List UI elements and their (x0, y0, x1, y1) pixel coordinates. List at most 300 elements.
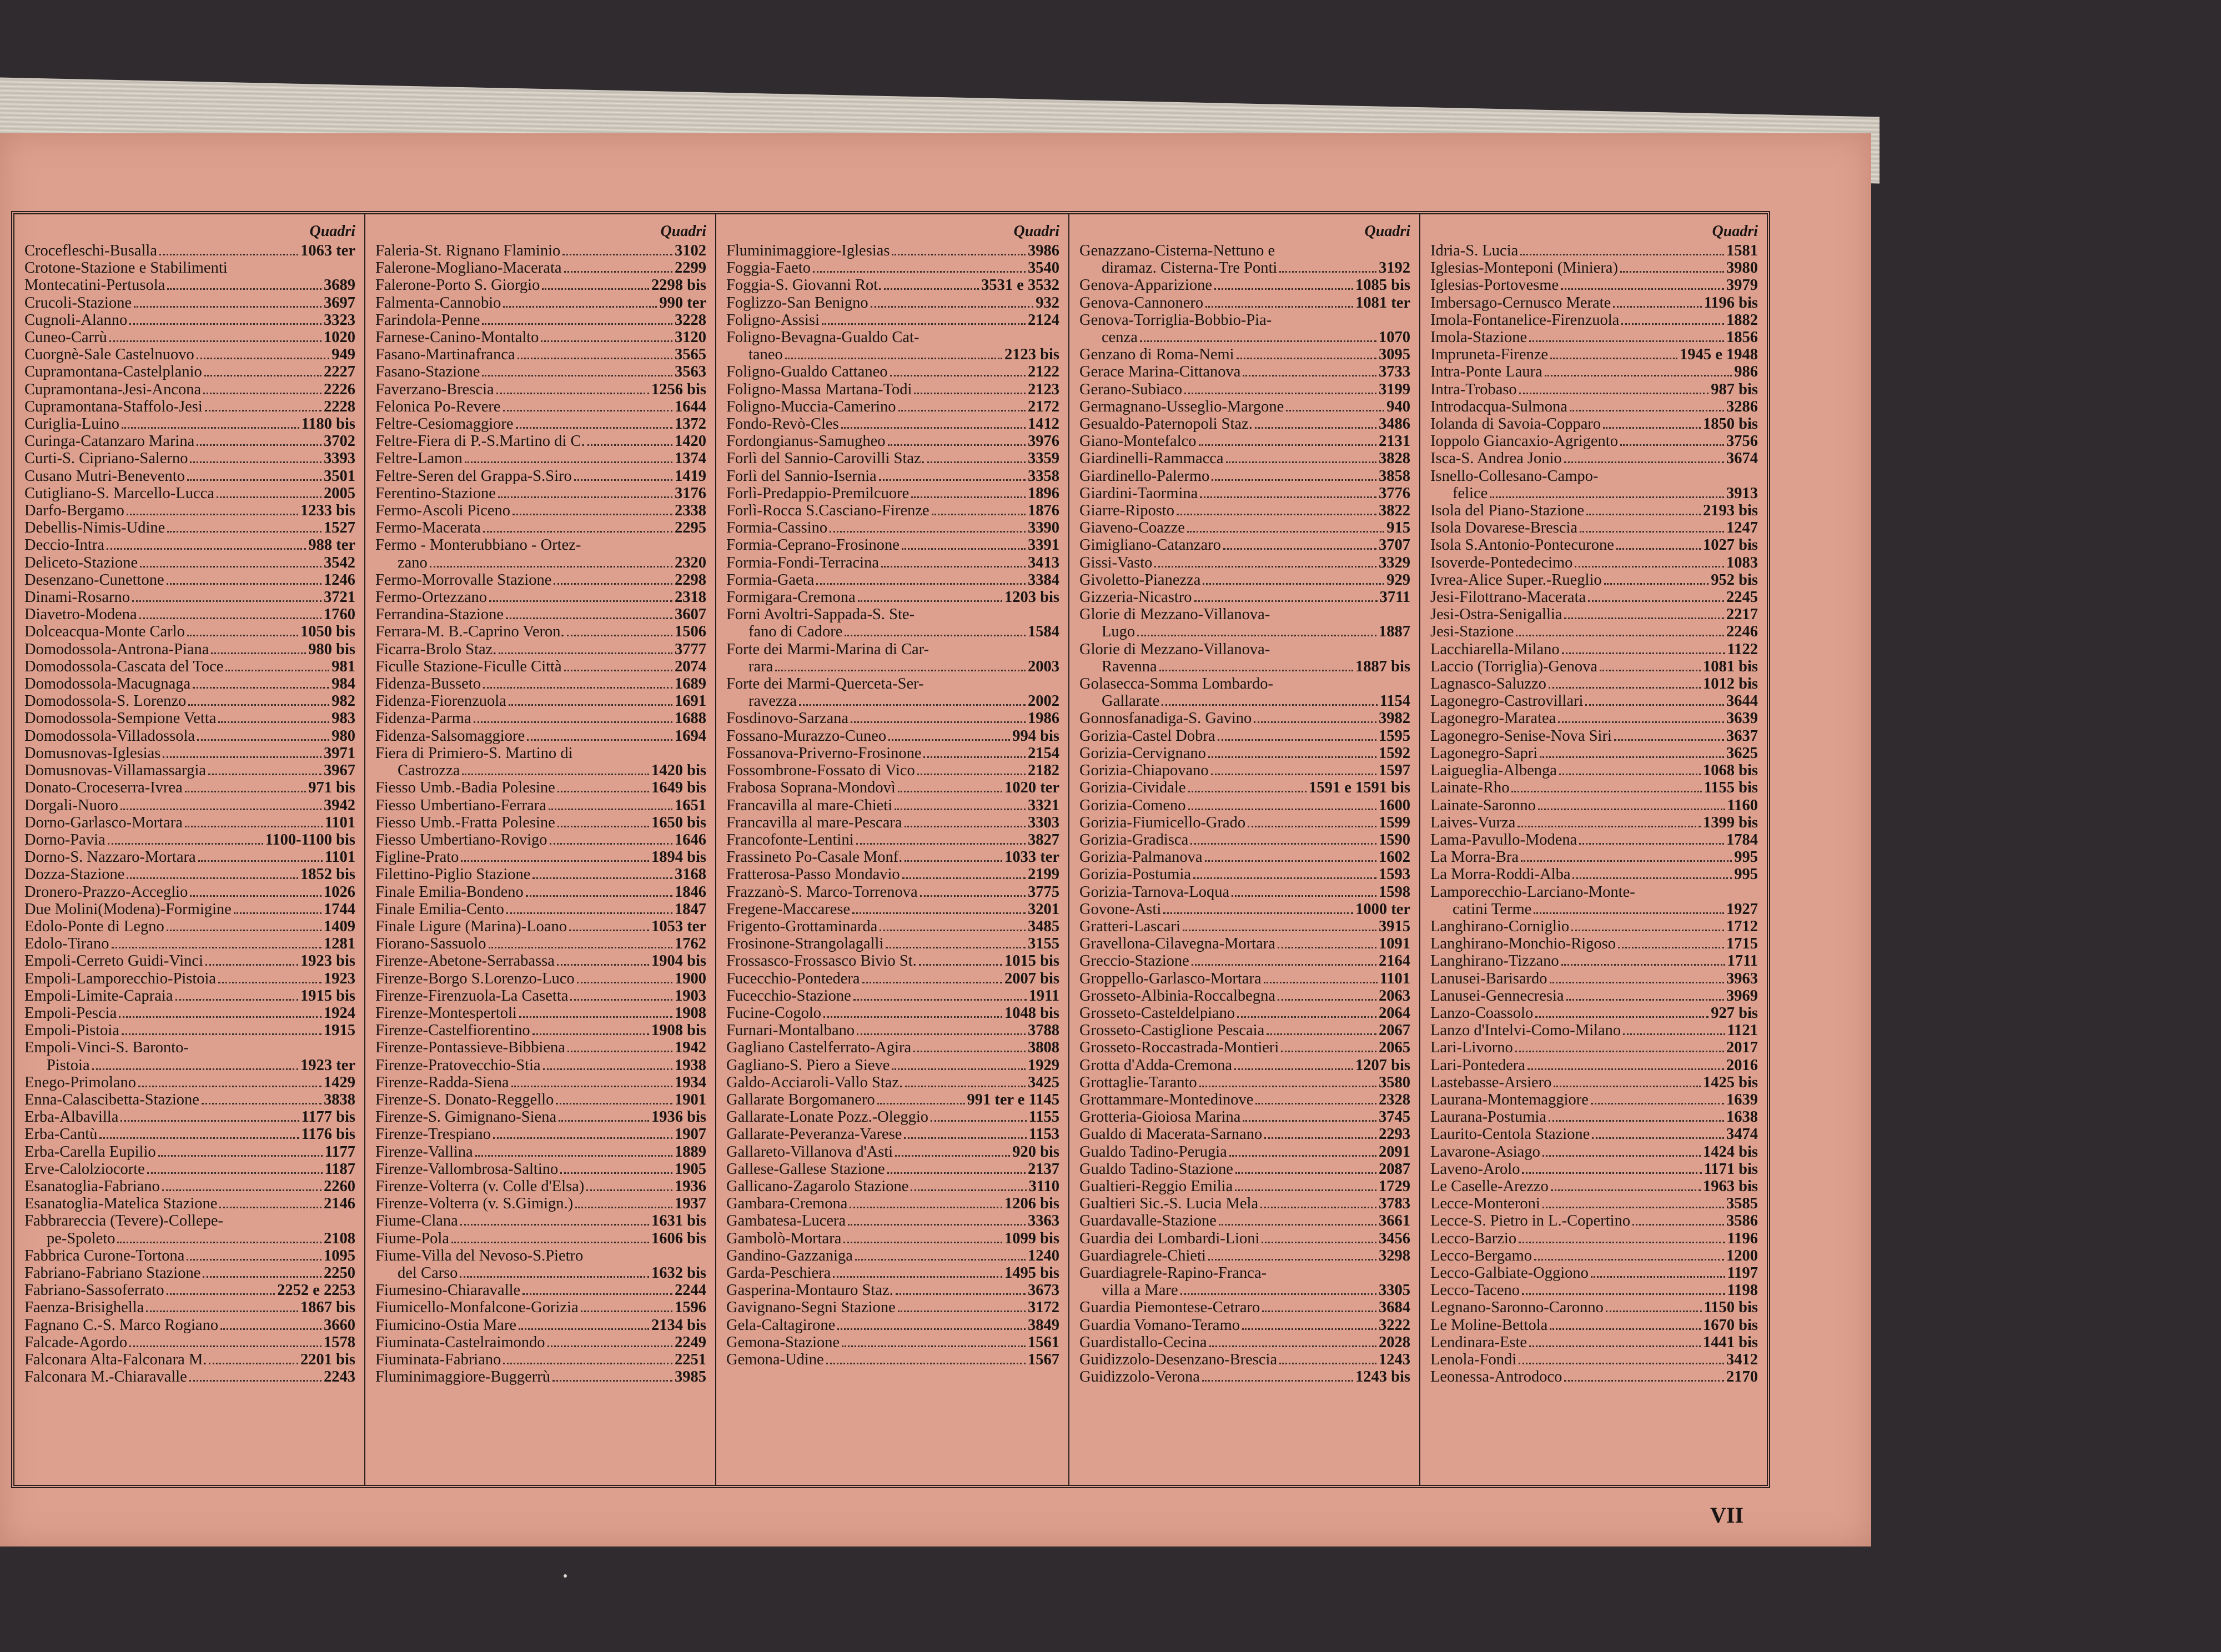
index-entry (375, 918, 706, 935)
entry-table-number: 1598 (1379, 883, 1410, 901)
index-entry (1430, 346, 1758, 363)
index-entry (375, 589, 706, 606)
entry-table-number: 3474 (1726, 1126, 1758, 1143)
entry-table-number: 2074 (675, 657, 706, 675)
entry-route: Guardia Vomano-Teramo (1079, 1316, 1240, 1334)
entry-route: Firenze-Firenzuola-La Casetta (375, 987, 569, 1005)
entry-route: Genova-Torriglia-Bobbio-Pia- (1079, 311, 1272, 329)
index-entry (1430, 901, 1758, 918)
index-entry (1079, 346, 1410, 363)
entry-route: Lamporecchio-Larciano-Monte- (1430, 883, 1635, 901)
entry-route: Lanusei-Barisardo (1430, 970, 1547, 987)
entry-table-number: 1908 (675, 1004, 706, 1022)
entry-route: Isola del Piano-Stazione (1430, 502, 1585, 520)
index-entry (726, 277, 1059, 294)
entry-route: Fabbrica Curone-Tortona (24, 1247, 185, 1264)
leader-dots (852, 901, 1026, 914)
entry-table-number: 1599 (1379, 814, 1410, 831)
entry-route: Fondo-Revò-Cles (726, 415, 839, 433)
entry-table-number: 3971 (324, 744, 355, 762)
index-entry (375, 1108, 706, 1126)
index-entry (726, 797, 1059, 814)
index-entry (726, 1230, 1059, 1247)
entry-table-number: 3199 (1379, 380, 1410, 398)
index-entry (1430, 589, 1758, 606)
entry-table-number: 1206 bis (1004, 1195, 1059, 1213)
entry-table-number: 940 (1386, 398, 1410, 415)
index-entry (1430, 935, 1758, 952)
entry-route: Cupramontana-Jesi-Ancona (24, 380, 202, 398)
entry-table-number: 1197 (1727, 1264, 1758, 1282)
leader-dots (914, 381, 1026, 394)
entry-table-number: 2318 (675, 589, 706, 606)
index-entry (726, 606, 1059, 623)
leader-dots (1208, 745, 1376, 758)
index-column-1 (14, 214, 365, 1485)
leader-dots (1205, 295, 1353, 308)
entry-table-number: 3485 (1028, 917, 1059, 935)
entry-table-number: 2002 (1028, 692, 1059, 710)
index-entry (1430, 398, 1758, 415)
entry-table-number: 927 bis (1711, 1004, 1758, 1022)
entry-table-number: 1936 (675, 1177, 706, 1195)
index-entry (24, 901, 355, 918)
entry-table-number: 3858 (1379, 467, 1410, 485)
entry-route: Lanzo-Coassolo (1430, 1004, 1534, 1022)
entry-route: Foligno-Bevagna-Gualdo Cat- (726, 329, 919, 347)
index-entry (1430, 571, 1758, 589)
entry-route: Guardia dei Lombardi-Lioni (1079, 1229, 1260, 1247)
entry-route: taneo (748, 346, 783, 364)
leader-dots (512, 503, 672, 515)
leader-dots (1188, 780, 1307, 792)
entry-table-number: 1638 (1726, 1108, 1758, 1126)
index-entry (1430, 1212, 1758, 1229)
leader-dots (898, 399, 1026, 411)
index-entry (24, 710, 355, 727)
leader-dots (527, 728, 672, 741)
entry-table-number: 2182 (1028, 762, 1059, 780)
entry-table-number: 1099 bis (1004, 1229, 1059, 1247)
entry-route: Lainate-Saronno (1430, 796, 1536, 814)
entry-route: Domusnovas-Iglesias (24, 744, 161, 762)
leader-dots (1534, 901, 1724, 914)
index-entry (726, 1074, 1059, 1091)
entry-table-number: 1901 (675, 1091, 706, 1108)
entry-route: Glorie di Mezzano-Villanova- (1079, 606, 1270, 624)
entry-table-number: 990 ter (659, 294, 706, 312)
entry-route: Domodossola-Villadossola (24, 727, 195, 745)
index-entry (1430, 363, 1758, 380)
leader-dots (185, 815, 323, 827)
index-entry (1079, 329, 1410, 346)
index-entry (24, 433, 355, 450)
index-entry (24, 814, 355, 831)
entry-table-number: 3303 (1028, 814, 1059, 831)
entry-table-number: 1155 bis (1704, 779, 1758, 797)
entry-table-number: 1243 (1379, 1351, 1410, 1368)
leader-dots (842, 1334, 1026, 1347)
entry-route: Firenze-Volterra (v. S.Gimign.) (375, 1195, 574, 1213)
entry-route: Forte dei Marmi-Marina di Car- (726, 640, 929, 658)
entry-table-number: 3849 (1028, 1316, 1059, 1334)
leader-dots (911, 1178, 1026, 1191)
index-entry (24, 606, 355, 623)
leader-dots (1209, 1334, 1376, 1347)
index-entry (375, 571, 706, 589)
leader-dots (1237, 1005, 1376, 1018)
index-entry (1079, 1368, 1410, 1385)
index-entry (1430, 918, 1758, 935)
index-entry (375, 658, 706, 675)
index-entry (1430, 1108, 1758, 1126)
entry-table-number: 2164 (1379, 952, 1410, 970)
entry-route: Fregene-Maccarese (726, 900, 851, 918)
entry-route: Felonica Po-Revere (375, 398, 501, 415)
leader-dots (1519, 381, 1709, 394)
index-entry (726, 727, 1059, 745)
entry-table-number: 1593 (1379, 866, 1410, 883)
index-entry (24, 658, 355, 675)
column-header: Quadri (309, 223, 355, 240)
entry-table-number: 1000 ter (1355, 900, 1410, 918)
entry-route: Iglesias-Monteponi (Miniera) (1430, 259, 1618, 277)
entry-table-number: 1934 (675, 1073, 706, 1091)
index-entry (1430, 1178, 1758, 1195)
entry-table-number: 2108 (324, 1229, 355, 1247)
index-entry (1430, 1368, 1758, 1385)
leader-dots (902, 866, 1026, 879)
leader-dots (1154, 555, 1376, 568)
entry-route: Fucine-Cogolo (726, 1004, 821, 1022)
index-entry (726, 866, 1059, 883)
entry-route: Francavilla al mare-Pescara (726, 814, 902, 831)
entry-route: Le Moline-Bettola (1430, 1316, 1548, 1334)
leader-dots (858, 589, 1002, 602)
index-entry (1430, 848, 1758, 866)
entry-route: Empoli-Lamporecchio-Pistoia (24, 970, 217, 987)
entry-table-number: 1670 bis (1703, 1316, 1758, 1334)
entry-route: Gemona-Stazione (726, 1333, 840, 1351)
index-entry (1430, 502, 1758, 519)
index-entry (375, 554, 706, 571)
leader-dots (1243, 1109, 1376, 1122)
entry-table-number: 1207 bis (1355, 1056, 1410, 1074)
leader-dots (574, 468, 672, 481)
leader-dots (129, 312, 321, 325)
leader-dots (542, 277, 649, 290)
index-entry (726, 623, 1059, 640)
index-entry (1430, 745, 1758, 762)
entry-table-number: 2320 (675, 554, 706, 571)
index-entry (726, 762, 1059, 779)
index-entry (1430, 259, 1758, 277)
entry-table-number: 2172 (1028, 398, 1059, 415)
index-entry (24, 1039, 355, 1056)
entry-table-number: 971 bis (308, 779, 355, 797)
entry-route: Feltre-Cesiomaggiore (375, 415, 514, 433)
entry-table-number: 3660 (324, 1316, 355, 1334)
entry-route: Firenze-Vallina (375, 1143, 473, 1161)
leader-dots (892, 1057, 1026, 1070)
index-entry (1079, 710, 1410, 727)
entry-route: Firenze-Borgo S.Lorenzo-Luco (375, 970, 575, 987)
index-entry (1079, 259, 1410, 277)
index-entry (1430, 1057, 1758, 1074)
entry-table-number: 1150 bis (1704, 1299, 1758, 1317)
entry-route: Cutigliano-S. Marcello-Lucca (24, 484, 214, 502)
entry-route: Lama-Pavullo-Modena (1430, 831, 1577, 848)
index-entry (726, 485, 1059, 502)
entry-route: Gambatesa-Lucera (726, 1212, 846, 1230)
entry-table-number: 3176 (675, 484, 706, 502)
leader-dots (549, 797, 672, 810)
entry-route: Foligno-Mucciа-Camerino (726, 398, 896, 415)
entry-table-number: 3985 (675, 1368, 706, 1386)
entry-route: Govone-Asti (1079, 900, 1162, 918)
entry-table-number: 3828 (1379, 450, 1410, 468)
index-entry (1430, 1126, 1758, 1143)
index-entry (24, 1195, 355, 1212)
entry-route: Figline-Prato (375, 848, 459, 866)
leader-dots (905, 815, 1026, 827)
entry-table-number: 3607 (675, 606, 706, 624)
index-entry (726, 1057, 1059, 1074)
entry-route: Formia-Ceprano-Frosinone (726, 536, 900, 554)
index-entry (375, 1212, 706, 1229)
entry-table-number: 1083 (1726, 554, 1758, 571)
entry-table-number: 3565 (675, 346, 706, 364)
index-entry (24, 866, 355, 883)
entry-route: Firenze-Castelfiorentino (375, 1022, 530, 1040)
index-entry (24, 1282, 355, 1299)
leader-dots (117, 1231, 321, 1243)
entry-route: Giaveno-Coazze (1079, 519, 1185, 537)
entry-route: Lendinara-Este (1430, 1333, 1527, 1351)
entry-route: Golasecca-Somma Lombardo- (1079, 675, 1273, 693)
leader-dots (482, 312, 672, 325)
entry-table-number: 2245 (1726, 589, 1758, 606)
index-entry (726, 381, 1059, 398)
entry-route: Imbersago-Cernusco Merate (1430, 294, 1611, 312)
leader-dots (1511, 780, 1701, 792)
index-entry (24, 294, 355, 312)
entry-table-number: 1945 e 1948 (1680, 346, 1758, 364)
entry-route: Gallarate Borgomanero (726, 1091, 875, 1108)
entry-table-number: 3412 (1726, 1351, 1758, 1368)
index-entry (726, 1195, 1059, 1212)
index-entry (1430, 554, 1758, 571)
index-entry (375, 1143, 706, 1161)
leader-dots (532, 866, 672, 879)
leader-dots (1242, 1317, 1376, 1330)
entry-route: Foligno-Assisi (726, 311, 820, 329)
leader-dots (931, 1109, 1027, 1122)
entry-route: Lagonegro-Senise-Nova Siri (1430, 727, 1612, 745)
entry-route: Guardistallo-Cecina (1079, 1333, 1207, 1351)
entry-table-number: 1900 (675, 970, 706, 987)
entry-route: Due Molini(Modena)-Formigine (24, 900, 232, 918)
entry-table-number: 1050 bis (300, 623, 355, 641)
entry-route: Ferrara-M. B.-Caprino Veron. (375, 623, 565, 641)
index-entry (375, 1299, 706, 1316)
entry-route: Foggia-Faeto (726, 259, 811, 277)
leader-dots (879, 468, 1026, 481)
leader-dots (1248, 815, 1376, 827)
leader-dots (557, 815, 649, 827)
leader-dots (1515, 1040, 1724, 1052)
leader-dots (139, 606, 321, 619)
entry-route: Gallarate (1102, 692, 1160, 710)
entry-table-number: 3639 (1726, 710, 1758, 727)
entry-table-number: 3456 (1379, 1229, 1410, 1247)
leader-dots (498, 485, 672, 498)
index-entry (1430, 727, 1758, 745)
index-entry (24, 346, 355, 363)
index-entry (375, 1126, 706, 1143)
entry-route: Filettino-Piglio Stazione (375, 866, 531, 883)
entry-route: Gagliano-S. Piero a Sieve (726, 1056, 890, 1074)
entry-table-number: 3540 (1028, 259, 1059, 277)
index-entry (375, 883, 706, 901)
entry-route: Guardiagrele-Chieti (1079, 1247, 1206, 1264)
entry-table-number: 3674 (1726, 450, 1758, 468)
index-entry (24, 1351, 355, 1368)
leader-dots (1260, 1196, 1376, 1208)
entry-table-number: 3393 (324, 450, 355, 468)
entry-table-number: 1154 (1379, 692, 1410, 710)
leader-dots (218, 710, 329, 723)
index-entry (726, 745, 1059, 762)
leader-dots (881, 555, 1026, 568)
leader-dots (506, 606, 672, 619)
index-entry (24, 1178, 355, 1195)
index-entry (24, 1368, 355, 1385)
entry-route: Fidenza-Parma (375, 710, 471, 727)
entry-table-number: 2328 (1379, 1091, 1410, 1108)
index-entry (726, 935, 1059, 952)
leader-dots (1527, 1057, 1724, 1070)
entry-table-number: 3323 (324, 311, 355, 329)
entry-route: Fiumicello-Monfalcone-Gorizia (375, 1299, 579, 1317)
entry-route: Esanatoglia-Matelica Stazione (24, 1195, 218, 1213)
index-entry (24, 502, 355, 519)
leader-dots (1278, 988, 1376, 1001)
entry-table-number: 1905 (675, 1160, 706, 1178)
entry-route: Falcade-Agordo (24, 1333, 128, 1351)
index-entry (375, 363, 706, 380)
entry-table-number: 980 (331, 727, 355, 745)
leader-dots (509, 693, 672, 706)
leader-dots (188, 693, 329, 706)
leader-dots (1623, 1022, 1725, 1035)
entry-table-number: 1911 (1028, 987, 1059, 1005)
index-entry (24, 312, 355, 329)
entry-route: Frigento-Grottaminarda (726, 917, 878, 935)
entry-table-number: 2087 (1379, 1160, 1410, 1178)
index-entry (726, 415, 1059, 433)
entry-route: Ferrandina-Stazione (375, 606, 504, 624)
entry-table-number: 2170 (1726, 1368, 1758, 1386)
entry-table-number: 1176 bis (301, 1126, 355, 1143)
entry-route: Feltre-Fiera di P.-S.Martino di C. (375, 433, 585, 450)
entry-route: Cuorgnè-Sale Castelnuovo (24, 346, 194, 364)
index-entry (24, 1005, 355, 1022)
index-entry (726, 710, 1059, 727)
entry-table-number: 1091 (1379, 935, 1410, 953)
leader-dots (1564, 1369, 1724, 1382)
entry-route: Erve-Calolziocorte (24, 1160, 145, 1178)
entry-route: Ioppolo Giancaxio-Agrigento (1430, 433, 1618, 450)
leader-dots (857, 1022, 1026, 1035)
entry-table-number: 2016 (1726, 1056, 1758, 1074)
leader-dots (209, 1352, 298, 1364)
entry-route: Crocefleschi-Busalla (24, 242, 157, 259)
leader-dots (483, 676, 672, 689)
leader-dots (1603, 416, 1701, 429)
entry-table-number: 1936 bis (651, 1108, 706, 1126)
leader-dots (122, 1022, 321, 1035)
leader-dots (430, 555, 672, 568)
index-entry (726, 1108, 1059, 1126)
entry-route: Francofonte-Lentini (726, 831, 854, 848)
leader-dots (1550, 1317, 1701, 1330)
index-entry (726, 1005, 1059, 1022)
leader-dots (569, 918, 649, 931)
entry-table-number: 3542 (324, 554, 355, 571)
entry-route: Fluminimaggiore-Iglesias (726, 242, 890, 259)
leader-dots (159, 243, 298, 255)
entry-table-number: 1904 bis (651, 952, 706, 970)
entry-table-number: 1424 bis (1703, 1143, 1758, 1161)
leader-dots (1211, 762, 1376, 775)
dust-speck (564, 1574, 567, 1578)
entry-route: Isola S.Antonio-Pontecurone (1430, 536, 1614, 554)
index-entry (726, 1091, 1059, 1108)
entry-table-number: 2217 (1726, 606, 1758, 624)
leader-dots (1214, 277, 1353, 290)
entry-table-number: 1927 (1726, 900, 1758, 918)
index-entry (375, 1230, 706, 1247)
index-entry (1430, 1299, 1758, 1316)
entry-route: Laives-Vurza (1430, 814, 1516, 831)
index-entry (375, 329, 706, 346)
leader-dots (564, 659, 672, 671)
entry-route: Gualdo Tadino-Perugia (1079, 1143, 1227, 1161)
entry-table-number: 1846 (675, 883, 706, 901)
entry-route: Gizzeria-Nicastro (1079, 589, 1192, 606)
entry-route: Gambolò-Mortara (726, 1229, 842, 1247)
entry-route: Langhirano-Monchio-Rigoso (1430, 935, 1616, 953)
entry-route: Donato-Croceserra-Ivrea (24, 779, 183, 797)
index-entry (726, 848, 1059, 866)
entry-route: Domodossola-Sempione Vetta (24, 710, 217, 727)
index-entry (726, 1022, 1059, 1039)
entry-table-number: 3329 (1379, 554, 1410, 571)
index-entry (375, 1282, 706, 1299)
entry-table-number: 1986 (1028, 710, 1059, 727)
entry-table-number: 995 (1734, 866, 1758, 883)
column-header: Quadri (1364, 223, 1410, 240)
index-entry (1079, 745, 1410, 762)
index-entry (1079, 1178, 1410, 1195)
entry-table-number: 1590 (1379, 831, 1410, 848)
entry-table-number: 1177 bis (301, 1108, 355, 1126)
entry-table-number: 3969 (1726, 987, 1758, 1005)
entry-table-number: 1068 bis (1703, 762, 1758, 780)
entry-route: Gandino-Gazzaniga (726, 1247, 853, 1264)
leader-dots (1604, 572, 1709, 585)
